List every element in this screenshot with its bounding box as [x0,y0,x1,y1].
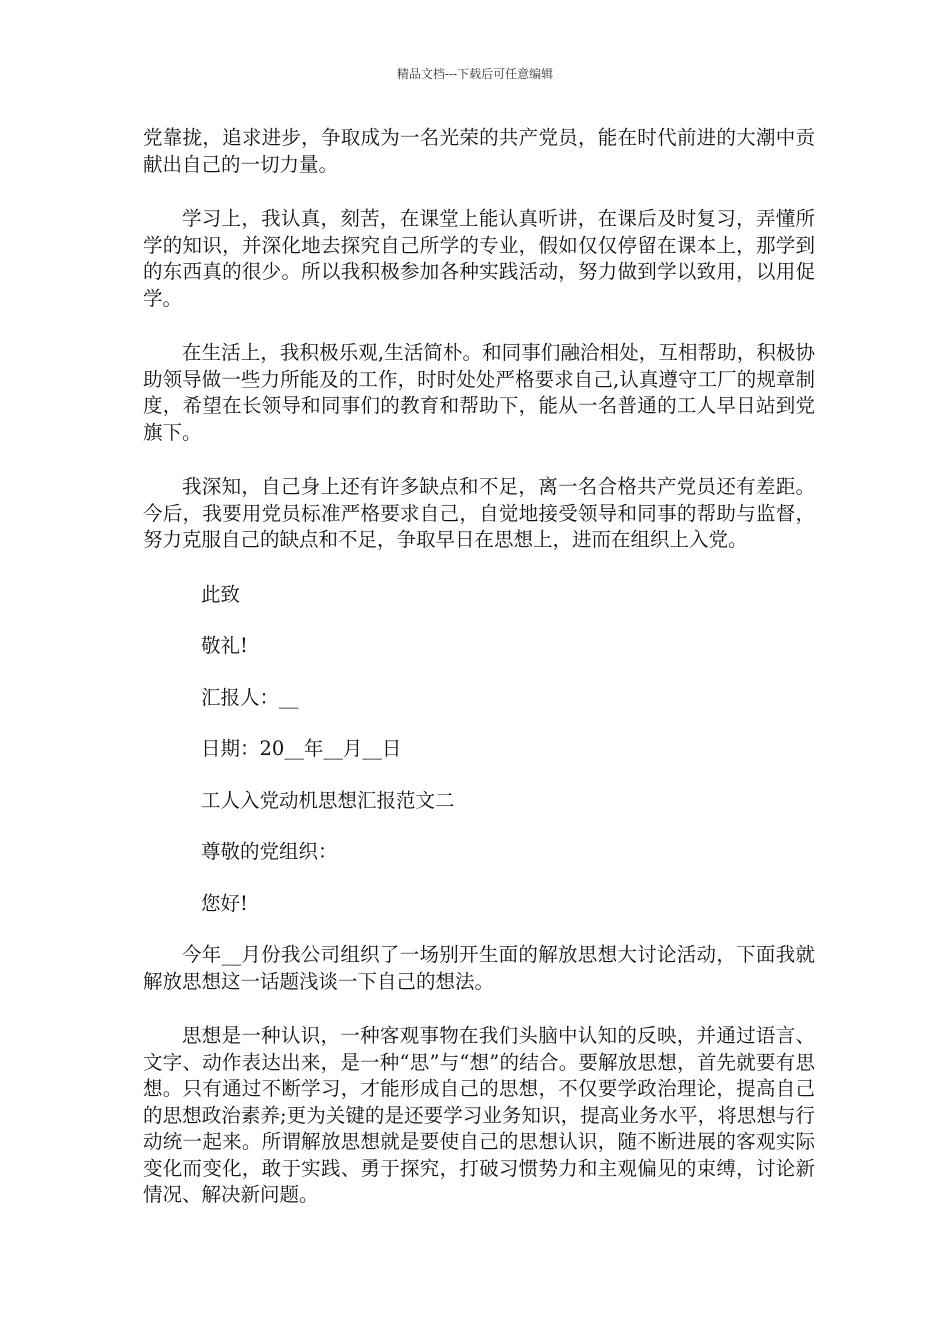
section-title: 工人入党动机思想汇报范文二 [201,788,455,812]
reporter-line: 汇报人：__ [201,685,299,709]
date-line: 日期：20__年__月__日 [201,737,402,760]
paragraph-thought: 思想是一种认识，一种客观事物在我们头脑中认知的反映，并通过语言、文字、动作表达出来，是一种“思”与“想”的结合。要解放思想，首先就要有思想。只有通过不断学习，才能形成自己的思想，不仅要学政治理论，提高自己的思想政治素养;更为关键的是还要学习业务知识，提高业务水平，将思想与行动统一起来。所谓解放思想就是要使自己的思想认识，随不断进展的客观实际变化而变化，敢于实践、勇于探究，打破习惯势力和主观偏见的束缚，讨论新情况、解决新问题。 [143,1024,815,1206]
paragraph-continued: 党靠拢，追求进步，争取成为一名光荣的共产党员，能在时代前进的大潮中贡献出自己的一切力量。 [143,126,815,176]
closing-line-2: 敬礼! [201,634,248,657]
closing-line-1: 此致 [201,582,241,606]
paragraph-study: 学习上，我认真，刻苦，在课堂上能认真听讲，在课后及时复习，弄懂所学的知识，并深化地去探究自己所学的专业，假如仅仅停留在课本上，那学到的东西真的很少。所以我积极参加各种实践活动，努力做到学以致用，以用促学。 [143,207,815,310]
page-header: 精品文档---下载后可任意编辑 [396,67,554,81]
paragraph-activity: 今年__月份我公司组织了一场别开生面的解放思想大讨论活动，下面我就解放思想这一话题浅谈一下自己的想法。 [143,943,815,993]
document-body [143,125,815,1237]
paragraph-life: 在生活上，我积极乐观,生活简朴。和同事们融洽相处，互相帮助，积极协助领导做一些力所能及的工作，时时处处严格要求自己,认真遵守工厂的规章制度，希望在长领导和同事们的教育和帮助下，能从一名普通的工人早日站到党旗下。 [143,341,815,444]
salutation-line: 尊敬的党组织： [201,840,338,863]
paragraph-shortcomings: 我深知，自己身上还有许多缺点和不足，离一名合格共产党员还有差距。今后，我要用党员标准严格要求自己，自觉地接受领导和同事的帮助与监督，努力克服自己的缺点和不足，争取早日在思想上，进而在组织上入党。 [143,475,815,551]
greeting-line: 您好! [201,891,248,915]
